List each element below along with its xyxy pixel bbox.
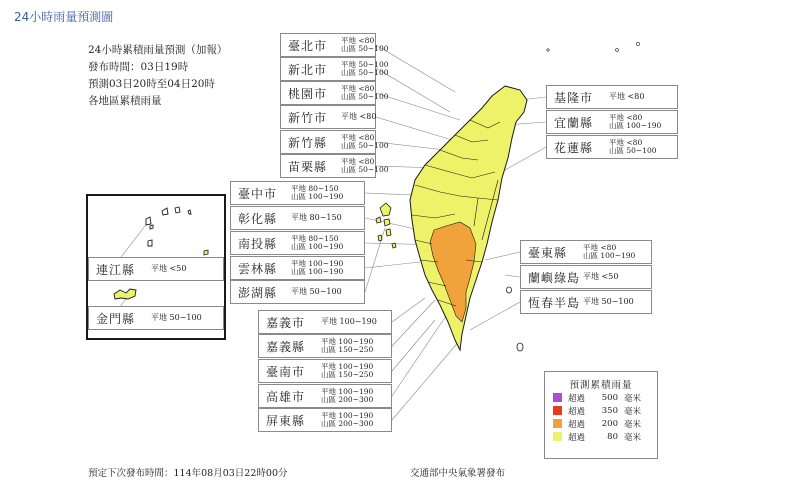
taiwan-main-island	[410, 86, 527, 350]
legend-row	[545, 417, 657, 430]
legend-swatch	[553, 432, 562, 441]
county-rainfall-values	[583, 241, 635, 263]
county-name: 蘭嶼綠島	[528, 270, 581, 285]
legend-row	[545, 430, 657, 443]
rainfall-value: 平地 80~150	[291, 183, 339, 193]
rainfall-value: 平地 50~100	[151, 312, 202, 322]
county-rainfall-values	[291, 232, 343, 254]
county-name: 連江縣	[96, 262, 136, 277]
legend-value: 200	[601, 418, 618, 429]
rainfall-value: 平地 100~190	[321, 316, 377, 326]
rainfall-value: 平地 50~100	[341, 59, 389, 69]
matsu-small-yellow	[204, 250, 208, 255]
county-name: 臺中市	[238, 186, 278, 201]
county-name: 雲林縣	[238, 261, 278, 276]
rainfall-value: 平地 80~150	[291, 212, 342, 222]
county-box	[546, 85, 678, 109]
rainfall-value: 平地 <80	[609, 137, 643, 147]
rainfall-value: 平地 <50	[583, 271, 619, 281]
county-box	[230, 206, 365, 230]
forecast-period: 預測03日20時至04日20時	[88, 78, 215, 90]
rainfall-value: 平地 <80	[341, 83, 375, 93]
county-box	[258, 408, 392, 432]
county-rainfall-values	[609, 136, 657, 158]
legend-label: 超過	[568, 393, 586, 404]
county-name: 屏東縣	[266, 413, 306, 428]
legend-swatch	[553, 406, 562, 415]
county-rainfall-values	[341, 58, 389, 80]
county-rainfall-values	[151, 258, 186, 280]
rainfall-value: 山區 50~100	[341, 92, 389, 101]
county-rainfall-values	[609, 86, 644, 108]
county-name: 新竹縣	[288, 135, 328, 150]
rainfall-value: 山區 100~190	[291, 242, 344, 251]
county-box	[230, 280, 365, 304]
county-box	[230, 256, 365, 280]
rainfall-value: 山區 50~100	[609, 146, 657, 155]
rainfall-value: 平地 <80	[609, 112, 643, 122]
county-rainfall-values	[291, 207, 342, 229]
rainfall-value: 山區 100~190	[291, 267, 344, 276]
county-rainfall-values	[341, 155, 389, 177]
county-box	[546, 110, 678, 134]
county-name: 新北市	[288, 62, 328, 77]
legend-value: 350	[601, 405, 618, 416]
county-rainfall-values	[341, 131, 389, 153]
county-name: 苗栗縣	[288, 159, 328, 174]
county-rainfall-values	[341, 106, 376, 128]
county-rainfall-values	[321, 360, 373, 382]
rainfall-value: 平地 <80	[341, 35, 375, 45]
county-box	[280, 57, 389, 81]
county-box	[258, 310, 392, 334]
rainfall-value: 平地 <80	[341, 111, 377, 121]
county-rainfall-values	[321, 409, 373, 431]
rainfall-value: 山區 50~100	[341, 165, 389, 174]
legend-unit: 毫米	[624, 406, 642, 417]
county-box	[280, 130, 389, 154]
county-box	[520, 265, 652, 289]
legend-unit: 毫米	[624, 432, 642, 443]
kinmen-island	[114, 289, 136, 299]
county-rainfall-values	[321, 311, 377, 333]
county-box	[258, 359, 392, 383]
county-name: 高雄市	[266, 389, 306, 404]
rainfall-value: 山區 100~190	[583, 251, 636, 260]
rainfall-value: 平地 <50	[151, 263, 187, 273]
county-name: 新竹市	[288, 110, 328, 125]
county-box	[230, 231, 365, 255]
legend-label: 超過	[568, 419, 586, 430]
legend-row	[545, 391, 657, 404]
penghu-islands	[376, 203, 396, 248]
next-issue-time: 預定下次發布時間：114年08月03日22時00分	[88, 468, 288, 479]
legend-value: 500	[601, 392, 618, 403]
rainfall-value: 山區 150~250	[321, 370, 374, 379]
county-box	[280, 154, 389, 178]
county-box	[230, 181, 365, 205]
rainfall-value: 山區 100~190	[291, 192, 344, 201]
northern-islets	[547, 42, 640, 51]
rainfall-value: 山區 200~300	[321, 395, 374, 404]
rainfall-value: 山區 100~190	[609, 121, 662, 130]
county-box	[520, 290, 652, 314]
rainfall-value: 山區 50~100	[341, 141, 389, 150]
legend-value: 80	[607, 431, 618, 442]
rainfall-value: 平地 100~190	[291, 258, 344, 268]
legend-unit: 毫米	[624, 393, 642, 404]
issued-time: 發布時間：03日19時	[88, 61, 189, 73]
county-name: 臺東縣	[528, 245, 568, 260]
legend-label: 超過	[568, 406, 586, 417]
legend-swatch	[553, 393, 562, 402]
county-box	[546, 135, 678, 159]
matsu-islands	[146, 207, 191, 246]
rainfall-value: 山區 200~300	[321, 419, 374, 428]
county-rainfall-values	[291, 281, 342, 303]
rainfall-value: 山區 150~250	[321, 345, 374, 354]
page-heading: 24小時雨量預測圖	[14, 10, 114, 24]
county-box	[88, 257, 224, 281]
county-name: 恆春半島	[528, 295, 581, 310]
legend-swatch	[553, 419, 562, 428]
county-box	[258, 334, 392, 358]
county-rainfall-values	[151, 307, 202, 329]
forecast-subtitle: 各地區累積雨量	[88, 95, 162, 107]
rainfall-value: 山區 50~100	[341, 68, 389, 77]
county-name: 南投縣	[238, 236, 278, 251]
county-name: 澎湖縣	[238, 285, 278, 300]
county-rainfall-values	[321, 335, 373, 357]
forecast-title: 24小時累積雨量預測（加報）	[88, 44, 228, 56]
rainfall-value: 平地 <80	[609, 91, 645, 101]
rainfall-value: 平地 100~190	[321, 410, 374, 420]
county-box	[88, 306, 224, 330]
publisher: 交通部中央氣象署發布	[410, 468, 506, 479]
legend-title: 預測累積雨量	[569, 380, 633, 391]
county-rainfall-values	[609, 111, 661, 133]
rainfall-value: 山區 50~100	[341, 44, 389, 53]
county-name: 嘉義縣	[266, 339, 306, 354]
rainfall-value: 平地 100~190	[321, 361, 374, 371]
county-name: 彰化縣	[238, 211, 278, 226]
county-name: 宜蘭縣	[554, 115, 594, 130]
rainfall-value: 平地 <80	[341, 156, 375, 166]
county-rainfall-values	[583, 266, 618, 288]
county-box	[280, 33, 389, 57]
county-name: 桃園市	[288, 86, 328, 101]
county-rainfall-values	[341, 34, 389, 56]
rainfall-value: 平地 100~190	[321, 336, 374, 346]
county-rainfall-values	[291, 182, 343, 204]
rainfall-value: 平地 <80	[341, 132, 375, 142]
county-box	[520, 240, 652, 264]
county-rainfall-values	[583, 291, 634, 313]
county-rainfall-values	[291, 257, 343, 279]
legend-label: 超過	[568, 432, 586, 443]
rainfall-value: 平地 50~100	[583, 296, 634, 306]
county-name: 嘉義市	[266, 315, 306, 330]
county-box	[280, 81, 389, 105]
county-name: 基隆市	[554, 90, 594, 105]
legend-unit: 毫米	[624, 419, 642, 430]
county-box	[258, 384, 392, 408]
rainfall-value: 平地 <80	[583, 242, 617, 252]
county-name: 花蓮縣	[554, 140, 594, 155]
county-box	[280, 105, 376, 129]
county-rainfall-values	[341, 82, 389, 104]
rainfall-value: 平地 50~100	[291, 286, 342, 296]
rainfall-legend	[544, 371, 658, 459]
county-rainfall-values	[321, 385, 373, 407]
rainfall-value: 平地 80~150	[291, 233, 339, 243]
county-name: 臺南市	[266, 364, 306, 379]
county-name: 金門縣	[96, 311, 136, 326]
legend-row	[545, 404, 657, 417]
county-name: 臺北市	[288, 38, 328, 53]
rainfall-value: 平地 100~190	[321, 386, 374, 396]
